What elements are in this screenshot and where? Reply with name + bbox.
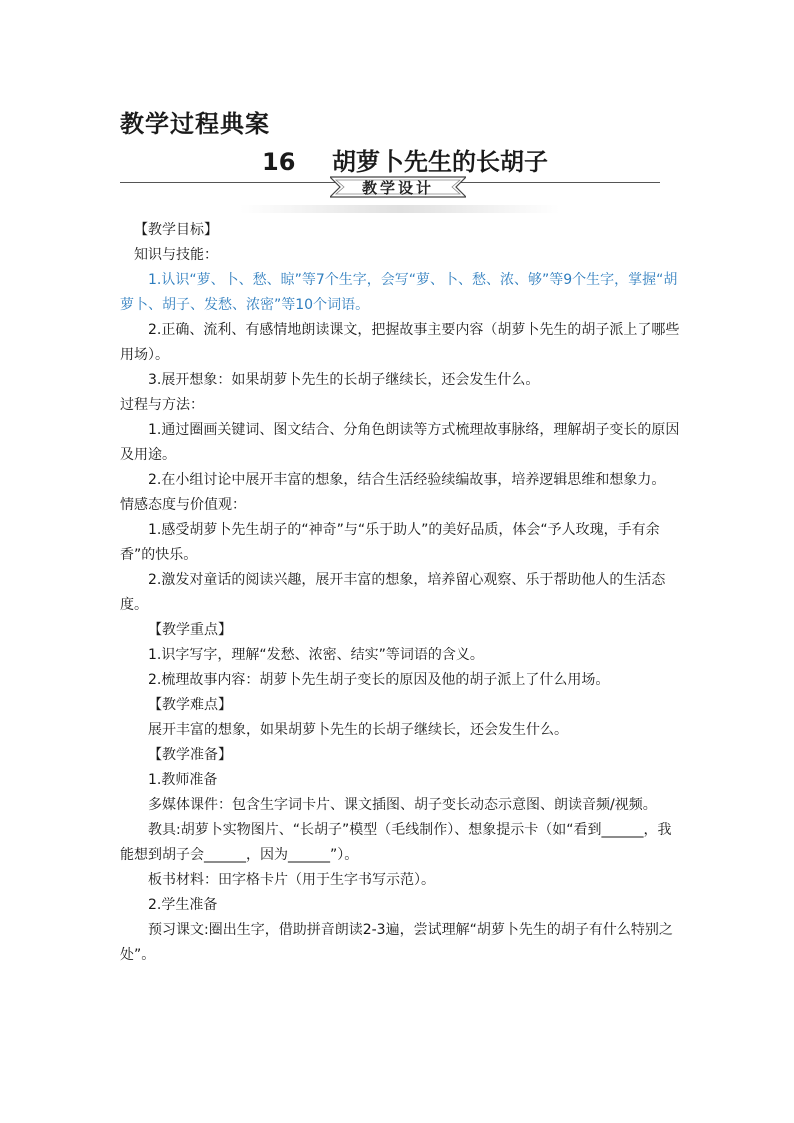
key-heading: 【教学重点】 bbox=[148, 622, 232, 638]
knowledge-label: 知识与技能： bbox=[134, 247, 218, 263]
difficulty-item-1: 展开丰富的想象，如果胡萝卜先生的长胡子继续长，还会发生什么。 bbox=[148, 722, 568, 738]
prep-heading: 【教学准备】 bbox=[148, 747, 232, 763]
knowledge-item-3: 3.展开想象：如果胡萝卜先生的长胡子继续长，还会发生什么。 bbox=[148, 372, 540, 388]
emotion-item-2: 2.激发对童话的阅读兴趣，展开丰富的想象，培养留心观察、乐于帮助他人的生活态度。 bbox=[120, 572, 666, 613]
process-item-1: 1.通过圈画关键词、图文结合、分角色朗读等方式梳理故事脉络，理解胡子变长的原因及用途。 bbox=[120, 422, 680, 463]
board-item: 板书材料：田字格卡片（用于生字书写示范）。 bbox=[148, 872, 435, 888]
process-label: 过程与方法： bbox=[120, 397, 204, 413]
lesson-name: 胡萝卜先生的长胡子 bbox=[332, 148, 548, 176]
knowledge-item-2: 2.正确、流利、有感情地朗读课文，把握故事主要内容（胡萝卜先生的胡子派上了哪些用场）。 bbox=[120, 322, 680, 363]
header-title: 教学过程典案 bbox=[120, 110, 270, 138]
banner-shadow bbox=[240, 205, 560, 213]
knowledge-item-1: 1.认识“萝、卜、愁、晾”等7个生字，会写“萝、卜、愁、浓、够”等9个生字，掌握“胡萝卜、胡子、发愁、浓密”等10个词语。 bbox=[120, 272, 678, 313]
emotion-item-1: 1.感受胡萝卜先生胡子的“神奇”与“乐于助人”的美好品质，体会“予人玫瑰，手有余香”的快乐。 bbox=[120, 522, 660, 563]
preview-item: 预习课文:圈出生字，借助拼音朗读2-3遍，尝试理解“胡萝卜先生的胡子有什么特别之处”。 bbox=[120, 922, 673, 963]
tools-item: 教具:胡萝卜实物图片、“长胡子”模型（毛线制作）、想象提示卡（如“看到______，我能想到胡子会______，因为______”）。 bbox=[120, 822, 672, 863]
key-item-1: 1.识字写字，理解“发愁、浓密、结实”等词语的含义。 bbox=[148, 647, 484, 663]
multimedia-item: 多媒体课件：包含生字词卡片、课文插图、胡子变长动态示意图、朗读音频/视频。 bbox=[148, 797, 657, 813]
lesson-number: 16 bbox=[262, 148, 296, 176]
process-item-2: 2.在小组讨论中展开丰富的想象，结合生活经验续编故事，培养逻辑思维和想象力。 bbox=[148, 472, 666, 488]
key-item-2: 2.梳理故事内容：胡萝卜先生胡子变长的原因及他的胡子派上了什么用场。 bbox=[148, 672, 610, 688]
teacher-prep: 1.教师准备 bbox=[148, 772, 218, 788]
banner-label: 教学设计 bbox=[361, 179, 434, 197]
emotion-label: 情感态度与价值观： bbox=[120, 497, 246, 513]
lesson-plan-content bbox=[120, 218, 680, 968]
objectives-heading: 【教学目标】 bbox=[134, 222, 218, 238]
lesson-title bbox=[262, 142, 548, 177]
student-prep: 2.学生准备 bbox=[148, 897, 218, 913]
difficulty-heading: 【教学难点】 bbox=[148, 697, 232, 713]
